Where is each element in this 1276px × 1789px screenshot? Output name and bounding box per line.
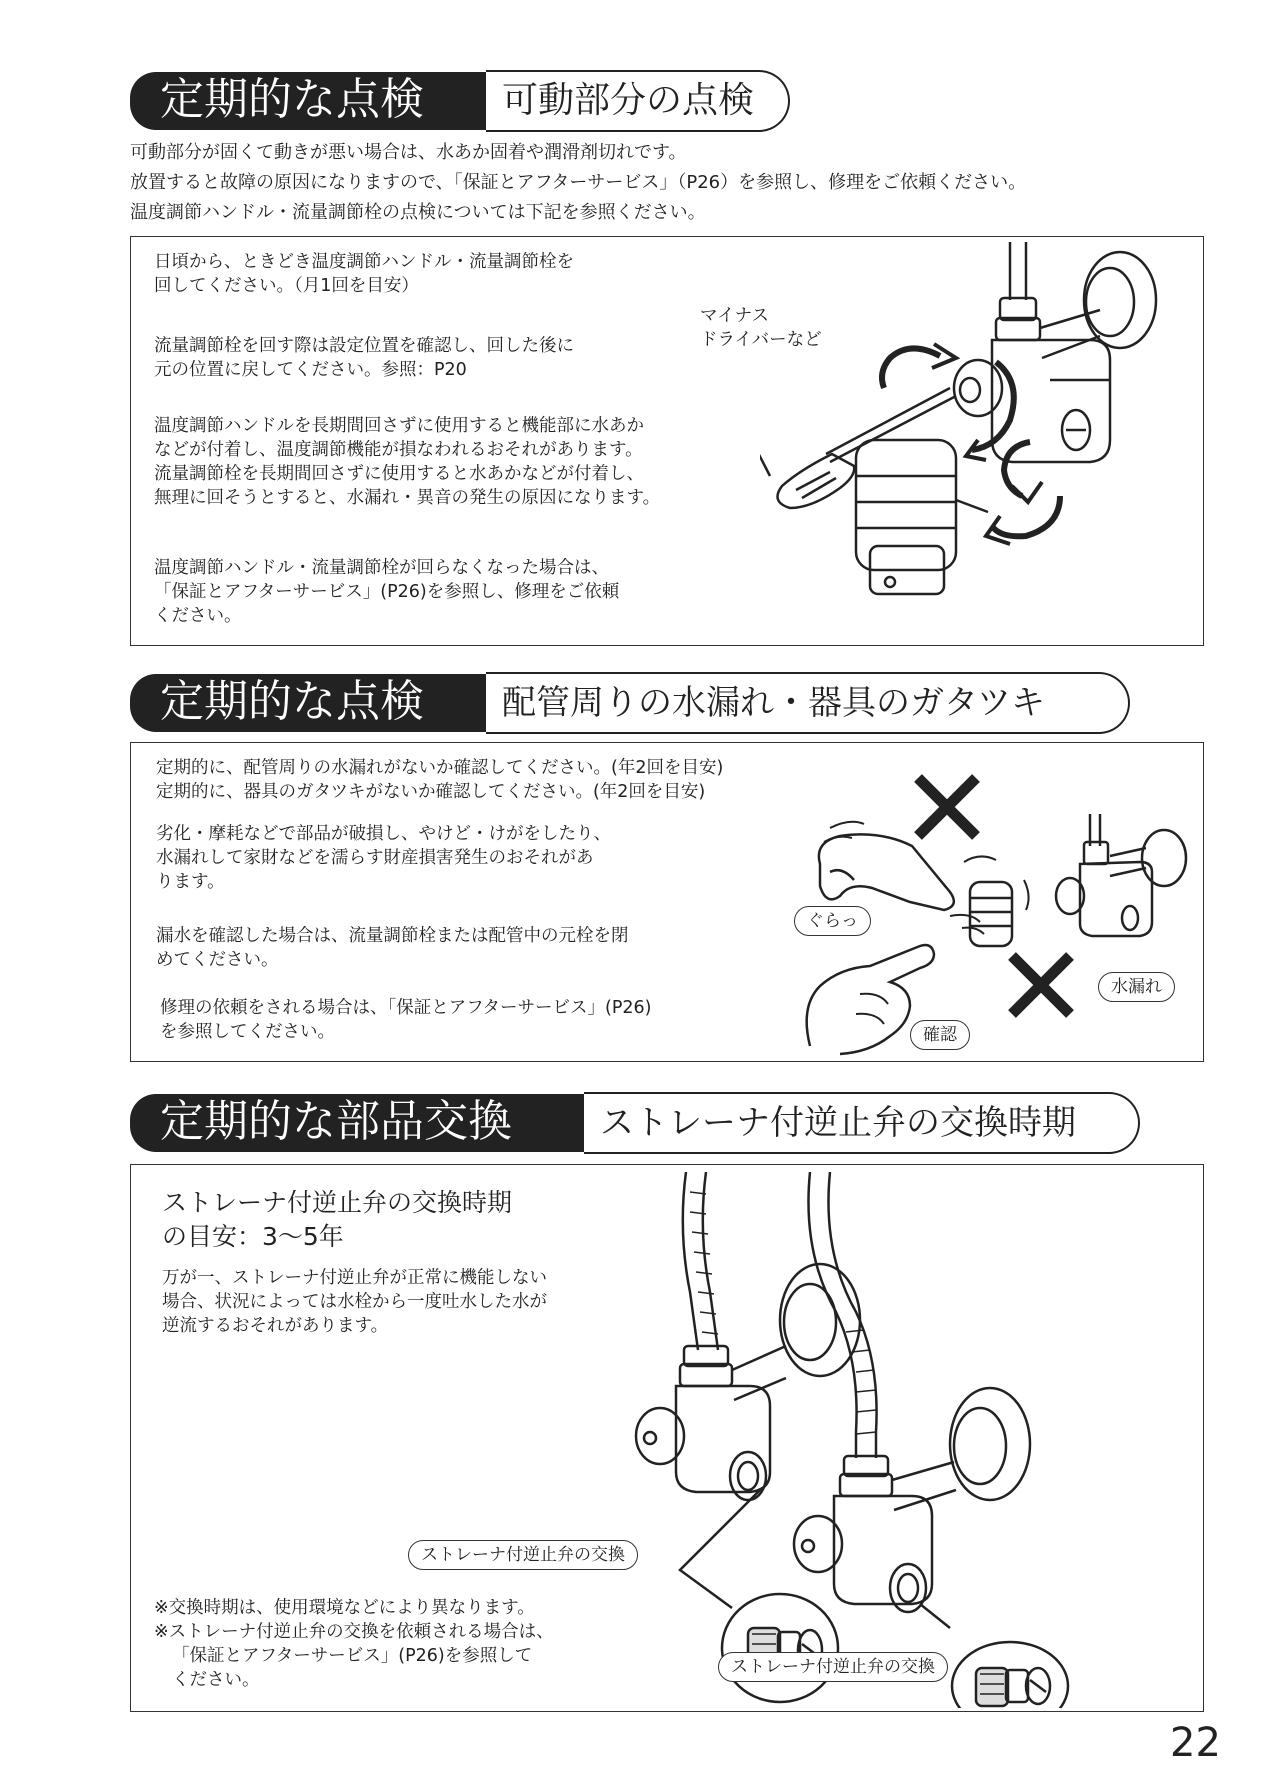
text-line: マイナス bbox=[700, 306, 769, 326]
wobble-label: ぐらっ bbox=[794, 906, 871, 936]
text-line: 修理の依頼をされる場合は、「保証とアフターサービス」(P26) bbox=[160, 998, 652, 1018]
section2-para3 bbox=[156, 924, 629, 972]
leak-label: 水漏れ bbox=[1098, 972, 1175, 1002]
section1-title: 可動部分の点検 bbox=[486, 70, 790, 132]
faucet-screwdriver-illustration bbox=[760, 240, 1200, 640]
section1-para3 bbox=[154, 414, 660, 510]
intro-line: 可動部分が固くて動きが悪い場合は、水あか固着や潤滑剤切れです。 bbox=[130, 142, 687, 163]
text-line: ストレーナ付逆止弁の交換時期 bbox=[162, 1188, 513, 1217]
text-line: めてください。 bbox=[156, 950, 279, 970]
intro-line: 温度調節ハンドル・流量調節栓の点検については下記を参照ください。 bbox=[130, 202, 706, 223]
text-line: 逆流するおそれがあります。 bbox=[162, 1316, 389, 1336]
text-line: 日頃から、ときどき温度調節ハンドル・流量調節栓を bbox=[154, 252, 574, 272]
text-line: 温度調節ハンドルを長期間回さずに使用すると機能部に水あか bbox=[154, 416, 644, 436]
text-line: 漏水を確認した場合は、流量調節栓または配管中の元栓を閉 bbox=[156, 926, 629, 946]
section2-title: 配管周りの水漏れ・器具のガタツキ bbox=[486, 672, 1130, 734]
text-line: 元の位置に戻してください。参照：P20 bbox=[154, 360, 467, 380]
section3-subhead bbox=[162, 1186, 512, 1254]
section3-para1 bbox=[162, 1266, 547, 1338]
section3-notes bbox=[154, 1596, 554, 1692]
text-line: 流量調節栓を回す際は設定位置を確認し、回した後に bbox=[154, 336, 574, 356]
section2-para2 bbox=[156, 822, 611, 894]
text-line: 流量調節栓を長期間回さずに使用すると水あかなどが付着し、 bbox=[154, 464, 644, 484]
text-line: 水漏れして家財などを濡らす財産損害発生のおそれがあ bbox=[156, 848, 594, 868]
section1-intro bbox=[130, 138, 1230, 228]
text-line: を参照してください。 bbox=[160, 1022, 335, 1042]
replace-label-right: ストレーナ付逆止弁の交換 bbox=[718, 1652, 948, 1682]
text-line: 万が一、ストレーナ付逆止弁が正常に機能しない bbox=[162, 1268, 547, 1288]
text-line: ります。 bbox=[156, 872, 225, 892]
section3-badge: 定期的な部品交換 bbox=[130, 1094, 584, 1152]
text-line: 劣化・摩耗などで部品が破損し、やけど・けがをしたり、 bbox=[156, 824, 611, 844]
check-label: 確認 bbox=[910, 1020, 970, 1050]
text-line: 回してください。（月1回を目安） bbox=[154, 276, 419, 296]
text-line: 「保証とアフターサービス」(P26)を参照して bbox=[172, 1646, 533, 1666]
text-line: 温度調節ハンドル・流量調節栓が回らなくなった場合は、 bbox=[154, 558, 609, 578]
section2-para1 bbox=[156, 756, 723, 804]
section2-para4 bbox=[160, 996, 652, 1044]
text-line: ※ストレーナ付逆止弁の交換を依頼される場合は、 bbox=[154, 1622, 554, 1642]
intro-line: 放置すると故障の原因になりますので、「保証とアフターサービス」（P26）を参照し、修理をご依頼ください。 bbox=[130, 172, 1027, 193]
text-line: 場合、状況によっては水栓から一度吐水した水が bbox=[162, 1292, 547, 1312]
text-line: 定期的に、配管周りの水漏れがないか確認してください。(年2回を目安) bbox=[156, 758, 724, 778]
section1-para1 bbox=[154, 250, 574, 298]
replace-label-left: ストレーナ付逆止弁の交換 bbox=[408, 1540, 638, 1570]
text-line: 無理に回そうとすると、水漏れ・異音の発生の原因になります。 bbox=[154, 488, 661, 508]
text-line: ください。 bbox=[172, 1670, 260, 1690]
text-line: ください。 bbox=[154, 606, 242, 626]
text-line: の目安：3～5年 bbox=[162, 1222, 344, 1251]
section1-para4 bbox=[154, 556, 619, 628]
text-line: 「保証とアフターサービス」(P26)を参照し、修理をご依頼 bbox=[154, 582, 620, 602]
text-line: ※交換時期は、使用環境などにより異なります。 bbox=[154, 1598, 535, 1618]
section1-badge: 定期的な点検 bbox=[130, 72, 486, 130]
section2-badge: 定期的な点検 bbox=[130, 674, 486, 732]
page-number: 22 bbox=[1170, 1720, 1221, 1766]
text-line: 定期的に、器具のガタツキがないか確認してください。(年2回を目安) bbox=[156, 782, 706, 802]
check-valve-illustration bbox=[620, 1172, 1200, 1708]
text-line: などが付着し、温度調節機能が損なわれるおそれがあります。 bbox=[154, 440, 643, 460]
section1-para2 bbox=[154, 334, 574, 382]
section3-title: ストレーナ付逆止弁の交換時期 bbox=[584, 1092, 1140, 1154]
text-line: ドライバーなど bbox=[700, 330, 822, 350]
